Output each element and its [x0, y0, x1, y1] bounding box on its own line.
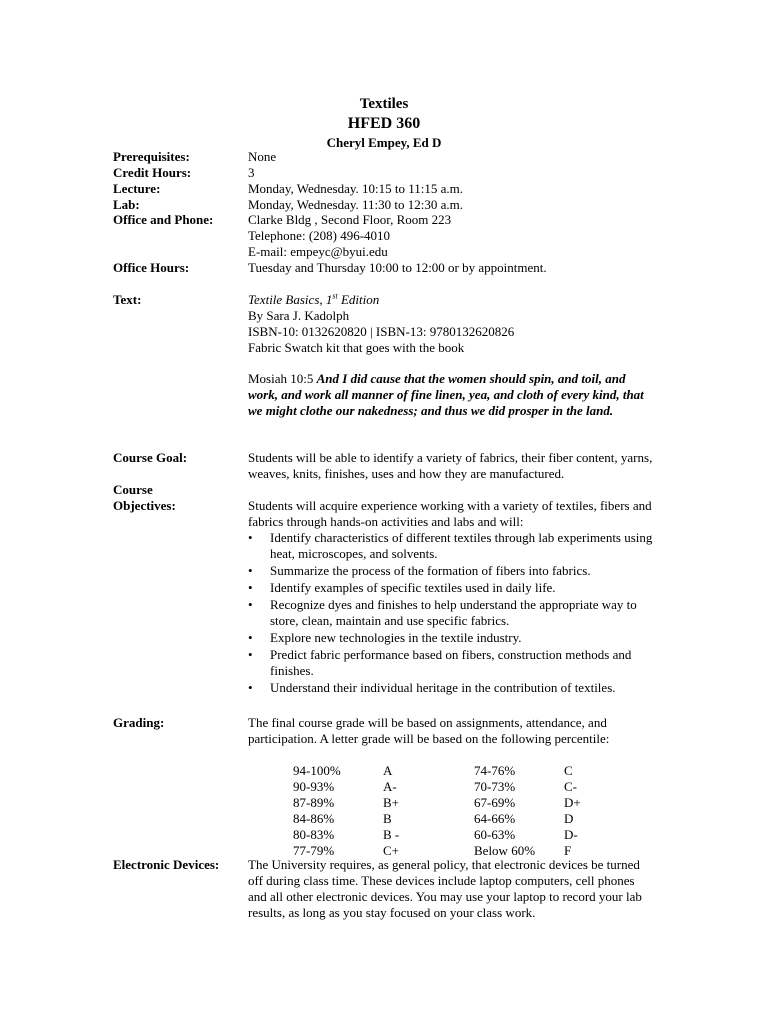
grade-letter: A [383, 763, 393, 778]
scripture-reference: Mosiah 10:5 [248, 371, 317, 386]
office-telephone: Telephone: (208) 496-4010 [248, 228, 391, 243]
textbook-author: By Sara J. Kadolph [248, 308, 350, 323]
prerequisites-value: None [248, 149, 277, 164]
grade-percent: 60-63% [474, 827, 516, 842]
objective-item: • Understand their individual heritage in the contribution of textiles. [248, 680, 616, 695]
office-hours-label: Office Hours: [113, 260, 190, 275]
grade-letter: B+ [383, 795, 400, 810]
credit-hours-label: Credit Hours: [113, 165, 192, 180]
office-hours-value: Tuesday and Thursday 10:00 to 12:00 or by appointment. [248, 260, 547, 275]
text-label: Text: [113, 292, 142, 307]
objective-item: • Identify characteristics of different textiles through lab experiments using heat, microscopes, and solvents. [248, 530, 653, 561]
office-details [248, 212, 660, 260]
objective-item: • Summarize the process of the formation of fibers into fabrics. [248, 563, 591, 578]
office-email: E-mail: empeyc@byui.edu [248, 244, 388, 259]
grade-percent: 77-79% [293, 843, 335, 858]
grade-letter: D+ [564, 795, 581, 810]
grade-letter: D- [564, 827, 578, 842]
course-goal-text: Students will be able to identify a variety of fabrics, their fiber content, yarns, weaves, knits, finishes, uses and how they are manufactured. [248, 450, 653, 481]
textbook-title: Textile Basics, 1st Edition [248, 291, 380, 307]
credit-hours-value: 3 [248, 165, 255, 180]
lecture-value: Monday, Wednesday. 10:15 to 11:15 a.m. [248, 181, 463, 196]
grade-letter: D [564, 811, 574, 826]
objective-item: • Predict fabric performance based on fibers, construction methods and finishes. [248, 647, 632, 678]
objective-item: • Explore new technologies in the textile industry. [248, 630, 522, 645]
objectives-intro: Students will acquire experience working with a variety of textiles, fibers and fabrics through hands-on activities and labs and will: [248, 498, 652, 529]
document-header [0, 94, 768, 152]
grade-percent: 70-73% [474, 779, 516, 794]
textbook-isbn: ISBN-10: 0132620820 | ISBN-13: 9780132620826 [248, 324, 515, 339]
grading-label: Grading: [113, 715, 165, 730]
grade-letter: B [383, 811, 392, 826]
grade-letter: C+ [383, 843, 400, 858]
grade-percent: 67-69% [474, 795, 516, 810]
grade-letter: F [564, 843, 572, 858]
course-code: HFED 360 [347, 115, 421, 132]
grade-letter: A- [383, 779, 397, 794]
grade-percent: 74-76% [474, 763, 516, 778]
objective-item: • Identify examples of specific textiles used in daily life. [248, 580, 556, 595]
prerequisites-label: Prerequisites: [113, 149, 190, 164]
office-label: Office and Phone: [113, 212, 214, 227]
grading-text: The final course grade will be based on assignments, attendance, and participation. A letter grade will be based on the following percentile: [248, 715, 610, 746]
scripture-quote [248, 371, 658, 419]
textbook-details [248, 292, 660, 356]
objectives-label: Course Objectives: [113, 482, 176, 513]
grade-percent: Below 60% [474, 843, 536, 858]
objectives-content [248, 498, 660, 697]
fabric-swatch-kit: Fabric Swatch kit that goes with the book [248, 340, 465, 355]
grade-letter: C [564, 763, 573, 778]
electronic-devices-text: The University requires, as general policy, that electronic devices be turned off during class time. These devices include laptop computers, cell phones and all other electronic devices. You may use your laptop to record your lab results, as long as you stay focused on your class work. [248, 857, 642, 920]
grade-percent: 87-89% [293, 795, 335, 810]
grade-percent: 80-83% [293, 827, 335, 842]
scripture-text: And I did cause that the women should spin, and toil, and work, and work all manner of fine linen, yea, and cloth of every kind, that we might clothe our nakedness; and thus we did prosper in the land. [248, 371, 644, 418]
electronic-devices-label: Electronic Devices: [113, 857, 220, 872]
course-goal-label: Course Goal: [113, 450, 188, 465]
lab-value: Monday, Wednesday. 11:30 to 12:30 a.m. [248, 197, 463, 212]
lecture-label: Lecture: [113, 181, 161, 196]
grade-percent: 94-100% [293, 763, 341, 778]
grade-percent: 84-86% [293, 811, 335, 826]
grade-letter: B - [383, 827, 400, 842]
objectives-list [248, 530, 660, 696]
office-location: Clarke Bldg , Second Floor, Room 223 [248, 212, 452, 227]
instructor-name: Cheryl Empey, Ed D [326, 135, 442, 150]
lab-label: Lab: [113, 197, 140, 212]
grade-percent: 90-93% [293, 779, 335, 794]
objective-item: • Recognize dyes and finishes to help understand the appropriate way to store, clean, maintain and use specific fabrics. [248, 597, 637, 628]
grade-percent: 64-66% [474, 811, 516, 826]
course-title: Textiles [359, 96, 409, 112]
grade-letter: C- [564, 779, 577, 794]
